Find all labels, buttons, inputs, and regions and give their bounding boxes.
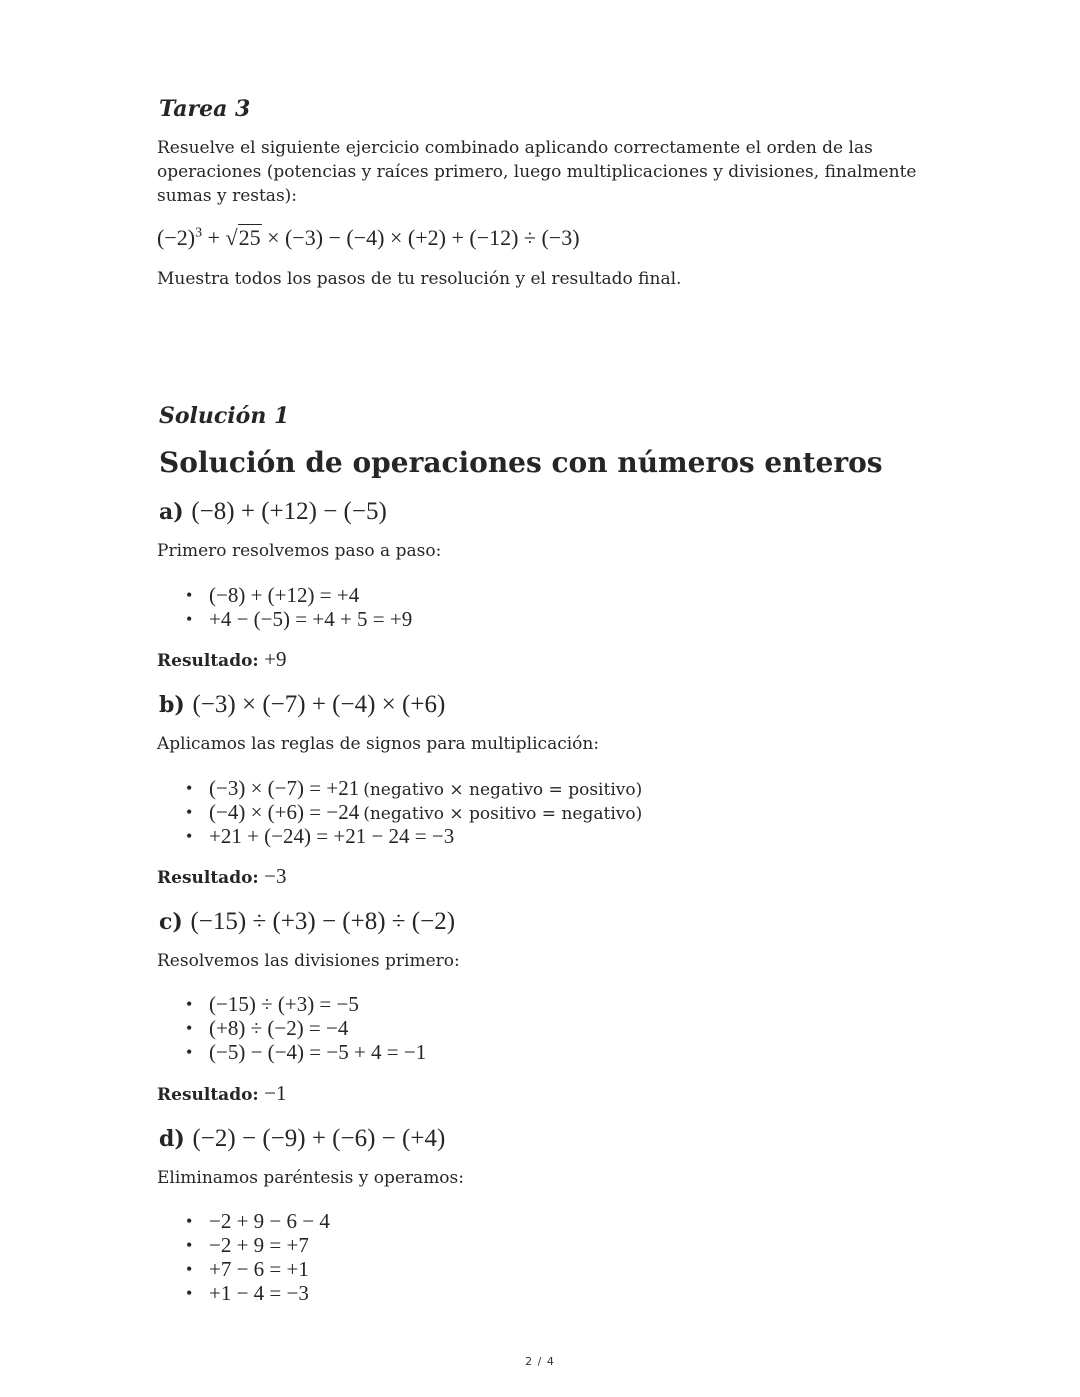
- step-math: (−5) − (−4) = −5 + 4 = −1: [209, 1040, 427, 1064]
- bullet-icon: •: [186, 1042, 193, 1062]
- item-expression: (−8) + (+12) − (−5): [191, 498, 387, 525]
- item-letter: d): [159, 1126, 185, 1152]
- step-math: (−15) ÷ (+3) = −5: [209, 992, 359, 1016]
- step-math: (−3) × (−7) = +21: [209, 776, 360, 800]
- item-d-heading: [159, 1125, 445, 1153]
- item-a-heading: [159, 498, 387, 526]
- task-title: Tarea 3: [159, 96, 251, 122]
- item-c-steps: [186, 992, 426, 1064]
- item-a-steps: [186, 583, 412, 631]
- bullet-icon: •: [186, 1211, 193, 1231]
- bullet-icon: •: [186, 802, 193, 822]
- task-formula: [157, 225, 580, 251]
- list-item: [186, 1281, 330, 1305]
- bullet-icon: •: [186, 994, 193, 1014]
- list-item: [186, 776, 642, 800]
- item-b-intro: Aplicamos las reglas de signos para multiplicación:: [157, 734, 600, 754]
- result-label: Resultado:: [157, 868, 259, 888]
- page-number: 2 / 4: [525, 1355, 555, 1368]
- solution-label: Solución 1: [159, 403, 290, 429]
- result-label: Resultado:: [157, 1085, 259, 1105]
- step-math: (−4) × (+6) = −24: [209, 800, 360, 824]
- item-c-result: [157, 1081, 286, 1106]
- task-instructions: Resuelve el siguiente ejercicio combinado aplicando correctamente el orden de las operaciones (potencias y raíces primero, luego multiplicaciones y divisiones, finalmente sumas y restas):: [157, 138, 917, 206]
- bullet-icon: •: [186, 778, 193, 798]
- step-note: (negativo × positivo = negativo): [363, 804, 643, 824]
- list-item: [186, 583, 412, 607]
- step-math: (−8) + (+12) = +4: [209, 583, 360, 607]
- list-item: [186, 824, 642, 848]
- item-expression: (−15) ÷ (+3) − (+8) ÷ (−2): [190, 908, 456, 935]
- result-value: +9: [264, 647, 287, 671]
- bullet-icon: •: [186, 585, 193, 605]
- bullet-icon: •: [186, 1018, 193, 1038]
- step-math: +4 − (−5) = +4 + 5 = +9: [209, 607, 413, 631]
- item-b-steps: [186, 776, 642, 848]
- list-item: [186, 1209, 330, 1233]
- bullet-icon: •: [186, 1259, 193, 1279]
- list-item: [186, 1040, 426, 1064]
- formula-radicand: 25: [238, 225, 261, 250]
- list-item: [186, 992, 426, 1016]
- result-value: −1: [264, 1081, 287, 1105]
- list-item: [186, 1233, 330, 1257]
- step-note: (negativo × negativo = positivo): [363, 780, 643, 800]
- item-d-steps: [186, 1209, 330, 1305]
- step-math: −2 + 9 = +7: [209, 1233, 309, 1257]
- formula-rest: × (−3) − (−4) × (+2) + (−12) ÷ (−3): [261, 225, 580, 250]
- bullet-icon: •: [186, 1235, 193, 1255]
- step-math: −2 + 9 − 6 − 4: [209, 1209, 330, 1233]
- item-a-intro: Primero resolvemos paso a paso:: [157, 541, 442, 561]
- list-item: [186, 1016, 426, 1040]
- result-label: Resultado:: [157, 651, 259, 671]
- step-math: +1 − 4 = −3: [209, 1281, 309, 1305]
- bullet-icon: •: [186, 1283, 193, 1303]
- item-c-intro: Resolvemos las divisiones primero:: [157, 951, 460, 971]
- item-d-intro: Eliminamos paréntesis y operamos:: [157, 1168, 464, 1188]
- item-letter: b): [159, 692, 185, 718]
- list-item: [186, 607, 412, 631]
- formula-plus: +: [202, 225, 226, 250]
- formula-power-base: (−2): [157, 225, 196, 250]
- item-c-heading: [159, 908, 455, 936]
- solution-heading: Solución de operaciones con números enteros: [159, 446, 883, 479]
- step-math: +21 + (−24) = +21 − 24 = −3: [209, 824, 455, 848]
- item-expression: (−2) − (−9) + (−6) − (+4): [192, 1125, 446, 1152]
- item-b-result: [157, 864, 286, 889]
- item-a-result: [157, 647, 286, 672]
- item-letter: c): [159, 909, 183, 935]
- task-closing: Muestra todos los pasos de tu resolución y el resultado final.: [157, 269, 682, 289]
- result-value: −3: [264, 864, 287, 888]
- list-item: [186, 800, 642, 824]
- formula-exponent: 3: [195, 225, 203, 241]
- list-item: [186, 1257, 330, 1281]
- item-expression: (−3) × (−7) + (−4) × (+6): [192, 691, 446, 718]
- bullet-icon: •: [186, 826, 193, 846]
- bullet-icon: •: [186, 609, 193, 629]
- sqrt-icon: √25: [225, 225, 261, 250]
- step-math: +7 − 6 = +1: [209, 1257, 309, 1281]
- item-letter: a): [159, 499, 184, 525]
- item-b-heading: [159, 691, 445, 719]
- step-math: (+8) ÷ (−2) = −4: [209, 1016, 349, 1040]
